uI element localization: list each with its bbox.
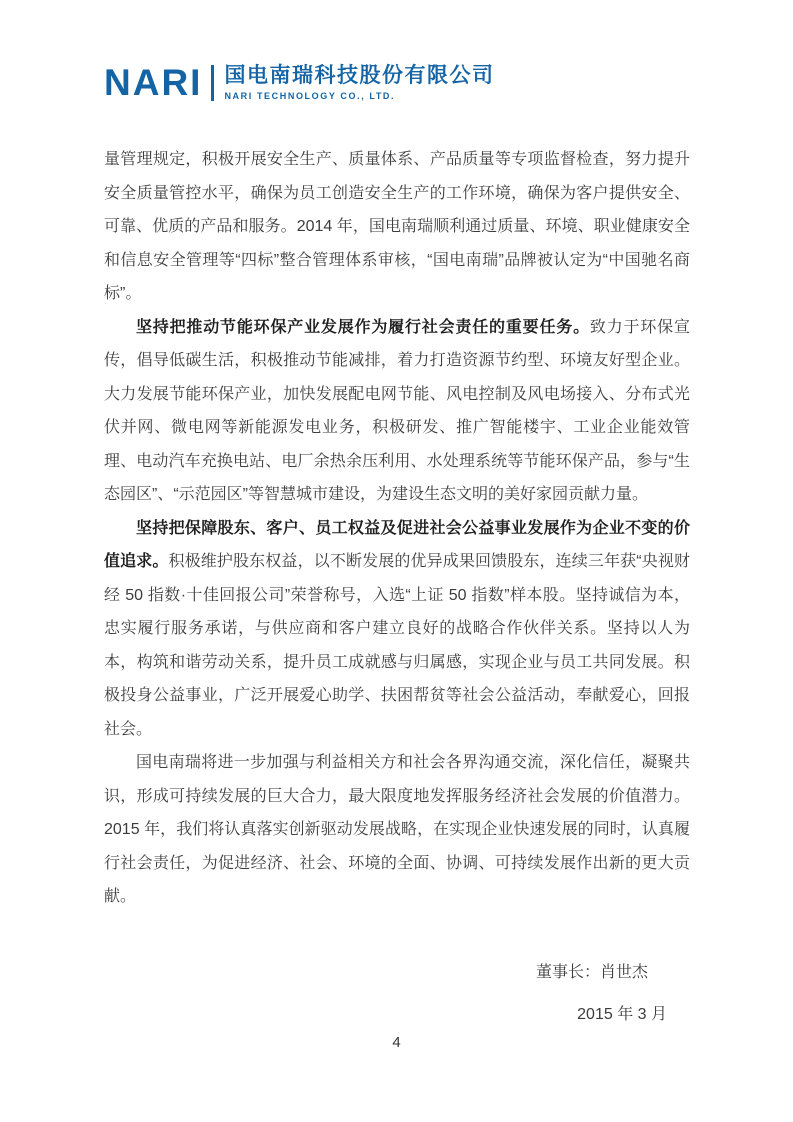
paragraph-text: 国电南瑞将进一步加强与利益相关方和社会各界沟通交流，深化信任，凝聚共识，形成可持续发展的巨大合力，最大限度地发挥服务经济社会发展的价值潜力。2015 年，我们将认真落实创新驱动发展战略，在实现企业快速发展的同时，认真履行社会责任，为促进经济、社会、环境的全面、协调、可持续发展作出新的更大贡献。 [104,754,690,906]
paragraph-outlook [104,746,690,914]
company-name-block [224,64,494,101]
paragraph-environment [104,311,690,512]
chairman-signature: 董事长：肖世杰 [535,963,648,981]
paragraph-lead-bold: 坚持把保障股东、客户、员工权益及促进社会公益事业发展作为企业不变的价值追求。 [104,519,690,571]
company-name-chinese: 国电南瑞科技股份有限公司 [224,64,495,87]
page-number: 4 [392,1034,401,1051]
logo-divider [211,65,214,101]
signature-block [0,960,793,1028]
paragraph-continued [104,143,690,311]
document-body [104,143,690,914]
paragraph-stakeholders [104,512,690,747]
paragraph-lead-bold: 坚持把推动节能环保产业发展作为履行社会责任的重要任务。 [136,318,590,336]
signature-date: 2015 年 3 月 [577,1005,667,1023]
paragraph-text: 积极维护股东权益，以不断发展的优异成果回馈股东，连续三年获“央视财经 50 指数·十佳回报公司”荣誉称号，入选“上证 50 指数”样本股。坚持诚信为本，忠实履行服务承诺，与供应商和客户建立良好的战略合作伙伴关系。坚持以人为本，构筑和谐劳动关系，提升员工成就感与归属感，实现企业与员工共同发展。积极投身公益事业，广泛开展爱心助学、扶困帮贫等社会公益活动，奉献爱心，回报社会。 [104,553,690,738]
paragraph-text: 致力于环保宣传，倡导低碳生活，积极推动节能减排，着力打造资源节约型、环境友好型企业。大力发展节能环保产业，加快发展配电网节能、风电控制及风电场接入、分布式光伏并网、微电网等新能源发电业务，积极研发、推广智能楼宇、工业企业能效管理、电动汽车充换电站、电厂余热余压利用、水处理系统等节能环保产品，参与“生态园区”、“示范园区”等智慧城市建设，为建设生态文明的美好家园贡献力量。 [104,318,690,504]
company-logo [104,62,793,104]
nari-logo-wordmark: NARI [104,62,203,104]
paragraph-text: 量管理规定，积极开展安全生产、质量体系、产品质量等专项监督检查，努力提升安全质量管控水平，确保为员工创造安全生产的工作环境，确保为客户提供安全、可靠、优质的产品和服务。2014 年，国电南瑞顺利通过质量、环境、职业健康安全和信息安全管理等“四标”整合管理体系审核，“国电南瑞”品牌被认定为“中国驰名商标”。 [104,151,690,303]
company-name-english: NARI TECHNOLOGY CO., LTD. [224,91,396,102]
